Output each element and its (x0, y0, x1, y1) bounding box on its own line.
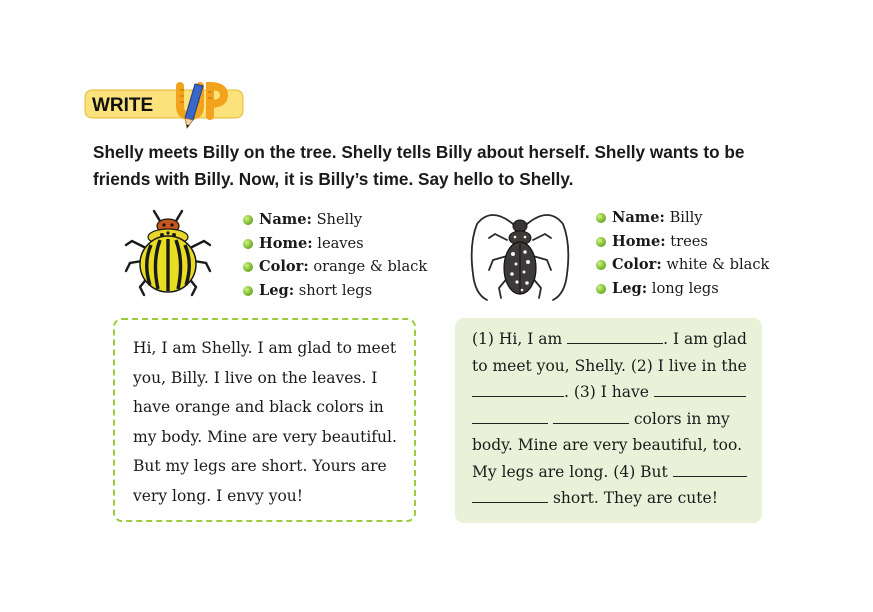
message-line: have orange and black colors in (133, 398, 384, 416)
info-label: Leg: (612, 279, 648, 297)
answer-blank-color-1[interactable] (654, 381, 746, 397)
instruction-line: Shelly meets Billy on the tree. Shelly tells Billy about herself. Shelly wants to be (93, 142, 745, 162)
info-item (243, 255, 427, 279)
message-line: very long. I envy you! (133, 486, 304, 505)
info-value: short legs (298, 281, 373, 299)
info-item (243, 279, 427, 303)
info-item (596, 277, 769, 301)
info-value: Billy (669, 209, 703, 226)
info-label: Color: (259, 258, 309, 275)
info-value: white & black (666, 256, 770, 273)
info-label: Color: (612, 256, 662, 273)
response-text: (1) Hi, I am (472, 330, 563, 348)
info-value: trees (670, 232, 708, 250)
info-item (596, 230, 769, 254)
message-line: my body. Mine are very beautiful. (133, 427, 397, 446)
instruction-line: friends with Billy. Now, it is Billy’s time. Say hello to Shelly. (93, 169, 574, 189)
bullet-dot (596, 284, 606, 294)
write-up-logo (82, 80, 247, 130)
bullet-dot (243, 239, 253, 249)
instruction-text (93, 139, 793, 193)
response-line (472, 485, 756, 512)
answer-blank-color-2[interactable] (472, 408, 548, 424)
bullet-dot (596, 237, 606, 247)
info-value: leaves (317, 234, 364, 252)
billy-response-box (455, 318, 762, 523)
info-item (596, 206, 769, 230)
answer-blank-home[interactable] (472, 381, 564, 397)
answer-blank-legs-2[interactable] (472, 487, 548, 503)
bullet-dot (243, 215, 253, 225)
info-value: Shelly (316, 211, 363, 228)
response-text: My legs are long. (4) But (472, 462, 668, 481)
info-item (243, 208, 427, 232)
billy-info-list (596, 206, 769, 300)
answer-blank-color-3[interactable] (553, 408, 629, 424)
striped-beetle-icon (122, 207, 214, 299)
response-line: to meet you, Shelly. (2) I live in the (472, 356, 747, 375)
answer-blank-name[interactable] (567, 328, 663, 344)
info-label: Name: (612, 209, 665, 226)
info-item (596, 253, 769, 277)
info-value: long legs (651, 279, 719, 297)
info-label: Home: (612, 232, 666, 250)
bullet-dot (596, 213, 606, 223)
answer-blank-legs-1[interactable] (673, 461, 747, 477)
message-line: But my legs are short. Yours are (133, 457, 387, 475)
response-text: . (3) I have (564, 383, 649, 401)
shelly-info-list (243, 208, 427, 302)
bullet-dot (243, 286, 253, 296)
bullet-dot (243, 262, 253, 272)
logo-write-text: WRITE (92, 95, 154, 116)
response-line (472, 379, 756, 406)
info-label: Name: (259, 211, 312, 228)
info-label: Home: (259, 234, 313, 252)
response-line (472, 406, 756, 433)
response-line (472, 459, 756, 486)
message-line: you, Billy. I live on the leaves. I (133, 368, 378, 387)
response-line: body. Mine are very beautiful, too. (472, 436, 742, 454)
response-text: colors in my (633, 409, 730, 428)
response-text: short. They are cute! (552, 489, 718, 507)
response-line (472, 326, 756, 353)
info-label: Leg: (259, 281, 295, 299)
response-text: . I am glad (663, 330, 747, 348)
bullet-dot (596, 260, 606, 270)
shelly-message-box (113, 318, 416, 522)
message-line: Hi, I am Shelly. I am glad to meet (133, 339, 397, 357)
longhorn-beetle-icon (467, 204, 573, 304)
info-item (243, 232, 427, 256)
info-value: orange & black (313, 258, 428, 275)
